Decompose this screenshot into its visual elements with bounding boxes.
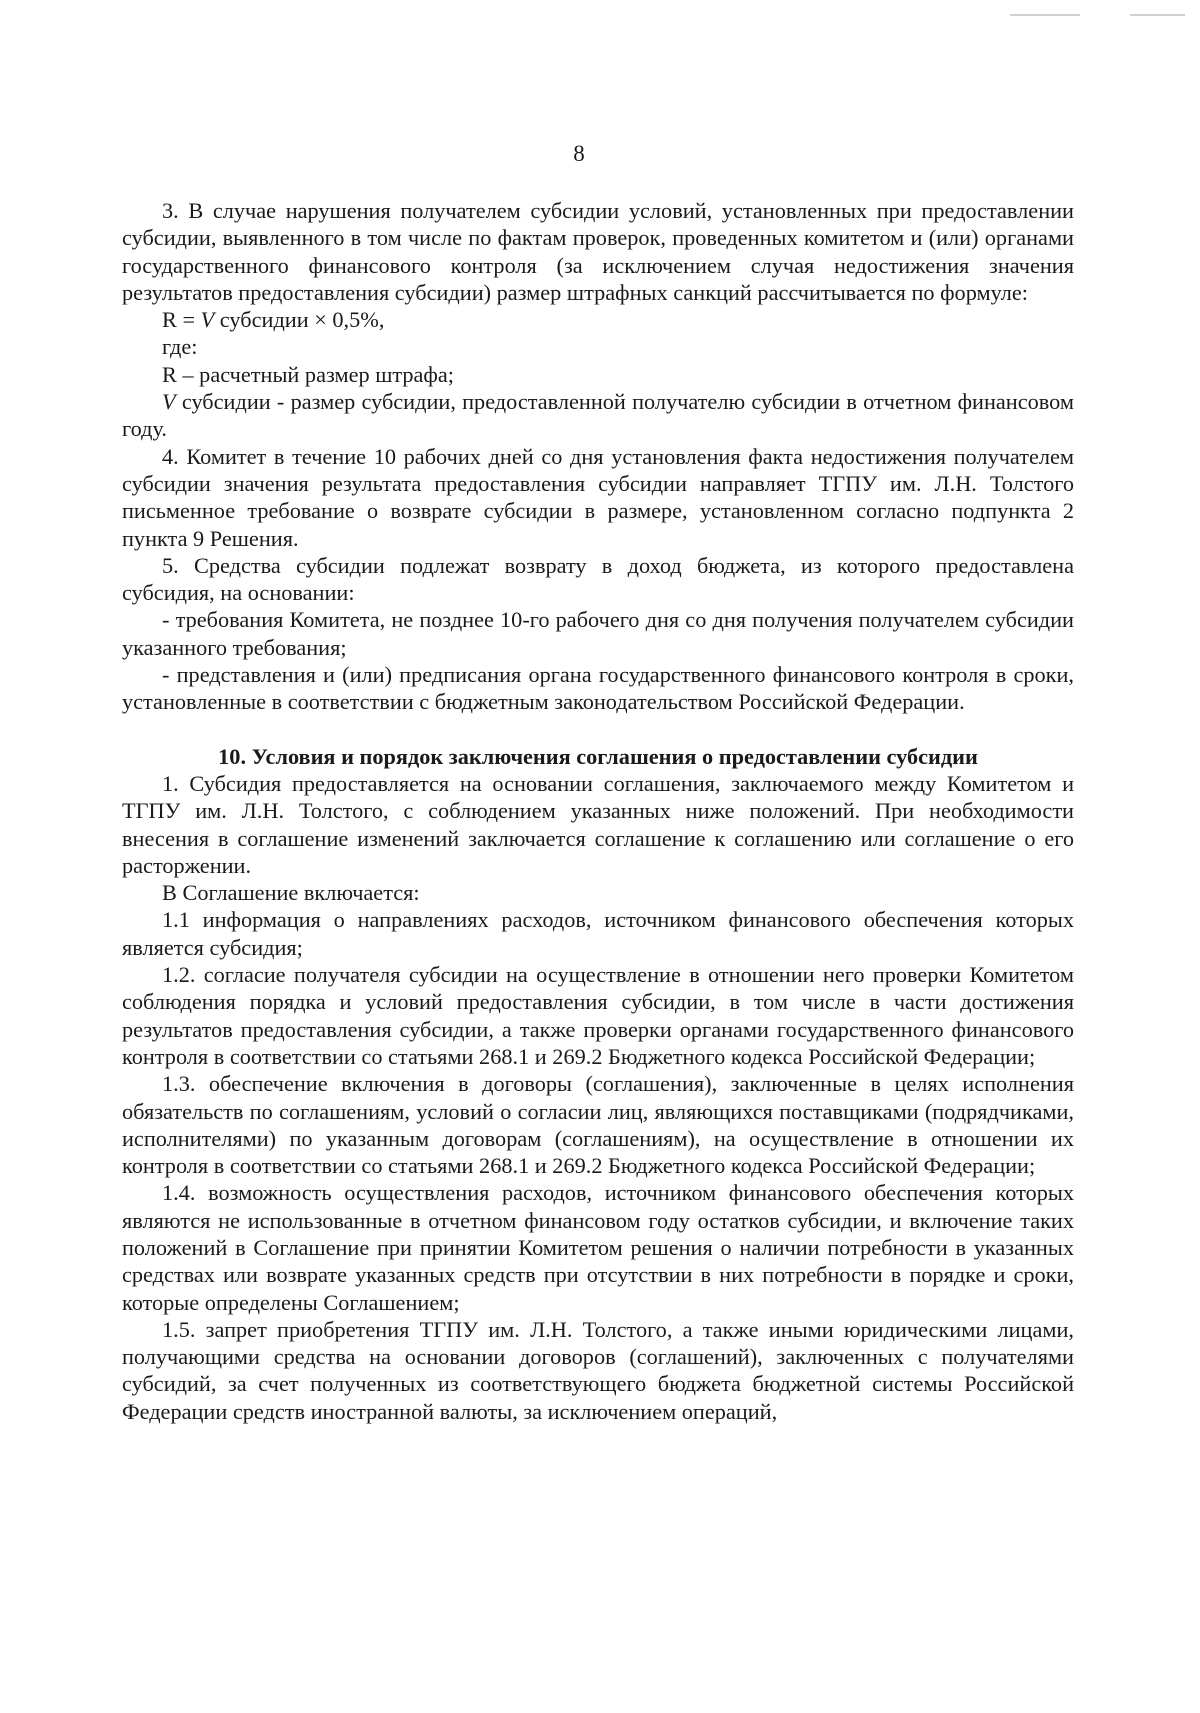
definition-v — [122, 388, 1074, 443]
scan-artifact — [1010, 14, 1080, 16]
scan-artifact — [1130, 14, 1185, 16]
formula-prefix: R = — [162, 307, 201, 333]
item-1-5: 1.5. запрет приобретения ТГПУ им. Л.Н. Толстого, а также иными юридическими лицами, получающими средства на основании договоров (соглашений), заключенных с получателями субсидий, за счет полученных из соответствующего бюджета бюджетной системы Российской Федерации средств иностранной валюты, за исключением операций, — [122, 1316, 1074, 1424]
definition-v-symbol: V — [162, 389, 176, 415]
where-label: где: — [162, 334, 198, 360]
definition-r: R – расчетный размер штрафа; — [162, 361, 454, 387]
formula-rest: субсидии × 0,5%, — [214, 307, 385, 333]
item-1-3: 1.3. обеспечение включения в договоры (соглашения), заключенные в целях исполнения обязательств по соглашениям, условий о согласии лиц, являющихся поставщиками (подрядчиками, исполнителями) по указанным договорам (соглашениям), на осуществление в отношении их контроля в соответствии со статьями 268.1 и 269.2 Бюджетного кодекса Российской Федерации; — [122, 1071, 1074, 1179]
section-10-heading: 10. Условия и порядок заключения соглашения о предоставлении субсидии — [218, 743, 978, 769]
item-1-4: 1.4. возможность осуществления расходов, источником финансового обеспечения которых являются не использованные в отчетном финансовом году остатков субсидии, и включение таких положений в Соглашение при принятии Комитетом решения о наличии потребности в указанных средствах или возврате указанных средств при отсутствии в них потребности в порядке и сроки, которые определены Соглашением; — [122, 1180, 1074, 1315]
agreement-includes-label: В Соглашение включается: — [162, 880, 420, 906]
item-1-1: 1.1 информация о направлениях расходов, источником финансового обеспечения которых является субсидия; — [122, 907, 1074, 960]
item-1-2: 1.2. согласие получателя субсидии на осуществление в отношении него проверки Комитетом соблюдения порядка и условий предоставления субсидии, в том числе в части достижения результатов предоставления субсидии, а также проверки органами государственного финансового контроля в соответствии со статьями 268.1 и 269.2 Бюджетного кодекса Российской Федерации; — [122, 962, 1074, 1069]
paragraph-9-4: 4. Комитет в течение 10 рабочих дней со дня установления факта недостижения получателем субсидии значения результата предоставления субсидии направляет ТГПУ им. Л.Н. Толстого письменное требование о возврате субсидии в размере, установленном согласно подпункта 2 пункта 9 Решения. — [122, 443, 1074, 551]
paragraph-9-5-a: - требования Комитета, не позднее 10-го рабочего дня со дня получения получателем субсидии указанного требования; — [122, 607, 1074, 660]
paragraph-9-5: 5. Средства субсидии подлежат возврату в доход бюджета, из которого предоставлена субсидия, на основании: — [122, 552, 1074, 606]
definition-v-text: субсидии - размер субсидии, предоставленной получателю субсидии в отчетном финансовом году. — [122, 389, 1074, 442]
penalty-formula — [122, 306, 1074, 333]
document-body — [122, 197, 1074, 1425]
paragraph-9-3: 3. В случае нарушения получателем субсидии условий, установленных при предоставлении субсидии, выявленного в том числе по фактам проверок, проведенных комитетом и (или) органами государственного финансового контроля (за исключением случая недостижения значения результатов предоставления субсидии) размер штрафных санкций рассчитывается по формуле: — [122, 198, 1074, 305]
paragraph-9-5-b: - представления и (или) предписания органа государственного финансового контроля в сроки, установленные в соответствии с бюджетным законодательством Российской Федерации. — [122, 662, 1074, 715]
formula-v-symbol: V — [200, 307, 215, 333]
page-number: 8 — [573, 141, 585, 166]
paragraph-10-1: 1. Субсидия предоставляется на основании соглашения, заключаемого между Комитетом и ТГПУ им. Л.Н. Толстого, с соблюдением указанных ниже положений. При необходимости внесения в соглашение изменений заключается соглашение к соглашению или соглашение о его расторжении. — [122, 770, 1074, 878]
